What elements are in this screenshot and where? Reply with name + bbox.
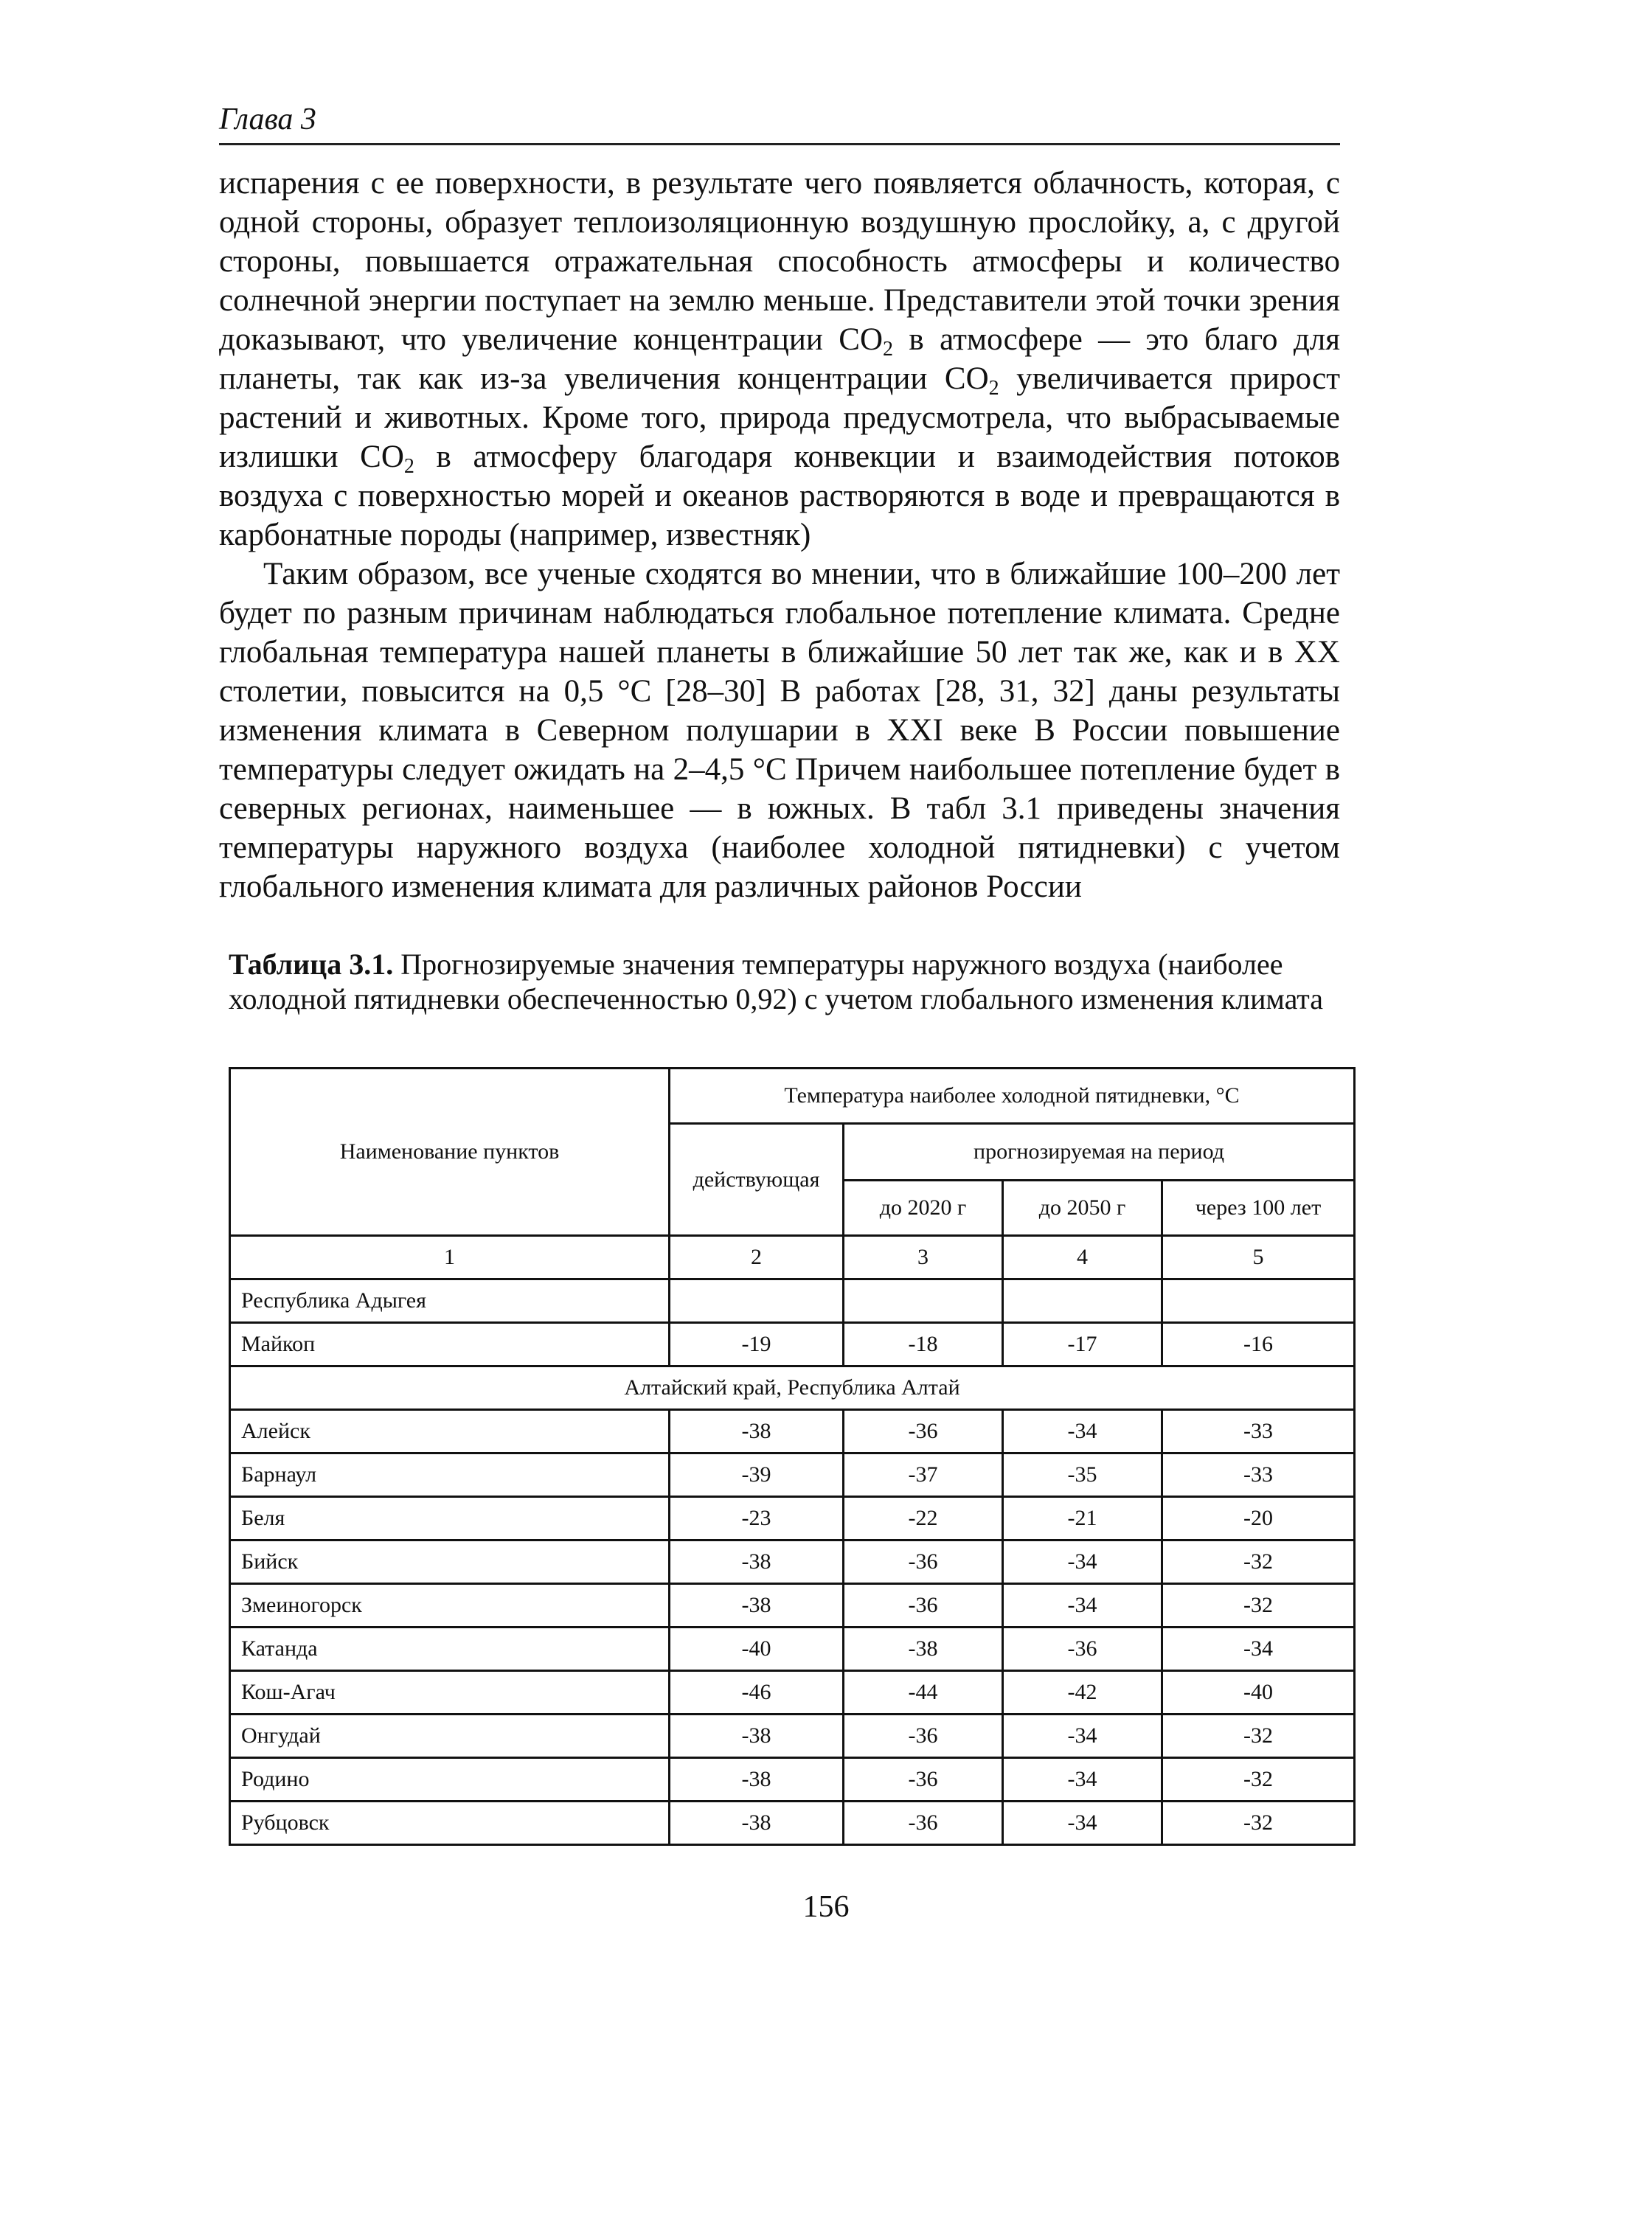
region-row-adygea bbox=[230, 1279, 1355, 1323]
paragraph-1-part-2: в атмосфере — это благо для планеты, так как из-за увеличения концентрации СО bbox=[219, 322, 1340, 396]
temp-2020: -36 bbox=[844, 1758, 1003, 1802]
city-name: Беля bbox=[230, 1497, 670, 1540]
empty-cell bbox=[1162, 1279, 1355, 1323]
table-row bbox=[230, 1410, 1355, 1453]
running-header bbox=[219, 102, 1340, 145]
temp-current: -38 bbox=[670, 1410, 844, 1453]
city-name: Катанда bbox=[230, 1628, 670, 1671]
city-name: Алейск bbox=[230, 1410, 670, 1453]
region-name: Алтайский край, Республика Алтай bbox=[230, 1366, 1355, 1410]
temp-2050: -42 bbox=[1003, 1671, 1162, 1715]
temp-2050: -34 bbox=[1003, 1715, 1162, 1758]
empty-cell bbox=[670, 1279, 844, 1323]
page-number: 156 bbox=[802, 1890, 850, 1924]
column-number-row bbox=[230, 1236, 1355, 1279]
temp-100-years: -32 bbox=[1162, 1715, 1355, 1758]
temp-current: -40 bbox=[670, 1628, 844, 1671]
temp-100-years: -34 bbox=[1162, 1628, 1355, 1671]
header-forecast-2020: до 2020 г bbox=[844, 1181, 1003, 1236]
temp-2020: -22 bbox=[844, 1497, 1003, 1540]
temp-current: -19 bbox=[670, 1323, 844, 1366]
temp-2050: -34 bbox=[1003, 1410, 1162, 1453]
table-row bbox=[230, 1715, 1355, 1758]
column-number: 3 bbox=[844, 1236, 1003, 1279]
paragraph-2: Таким образом, все ученые сходятся во мнении, что в ближайшие 100–200 лет будет по разным причинам наблюдаться глобальное потепление климата. Средне глобальная температура нашей планеты в ближайшие 50 лет так же, как и в XX столетии, повысится на 0,5 °С [28–30] В работах [28, 31, 32] даны результаты изменения климата в Северном полушарии в XXI веке В России повышение температуры следует ожидать на 2–4,5 °С Причем наибольшее потепление будет в северных регионах, наименьшее — в южных. В табл 3.1 приведены значения температуры наружного воздуха (наиболее холодной пятидневки) с учетом глобального изменения климата для различных районов России bbox=[219, 557, 1340, 904]
city-name: Кош-Агач bbox=[230, 1671, 670, 1715]
city-name: Майкоп bbox=[230, 1323, 670, 1366]
temp-2050: -21 bbox=[1003, 1497, 1162, 1540]
co2-subscript: 2 bbox=[403, 455, 414, 478]
header-forecast-group: прогнозируемая на период bbox=[844, 1124, 1355, 1181]
table-row bbox=[230, 1802, 1355, 1845]
temp-2020: -36 bbox=[844, 1540, 1003, 1584]
empty-cell bbox=[844, 1279, 1003, 1323]
paragraph-1-part-3: увеличивается прирост растений и животных. Кроме того, природа предусмотрела, что выбрасываемые излишки СО bbox=[219, 361, 1340, 474]
temp-2020: -36 bbox=[844, 1715, 1003, 1758]
temp-2020: -36 bbox=[844, 1802, 1003, 1845]
header-name-column: Наименование пунктов bbox=[230, 1069, 670, 1236]
table-caption bbox=[229, 947, 1335, 1016]
temp-100-years: -32 bbox=[1162, 1758, 1355, 1802]
city-name: Рубцовск bbox=[230, 1802, 670, 1845]
city-name: Бийск bbox=[230, 1540, 670, 1584]
header-forecast-2050: до 2050 г bbox=[1003, 1181, 1162, 1236]
co2-subscript: 2 bbox=[883, 338, 894, 361]
temp-100-years: -40 bbox=[1162, 1671, 1355, 1715]
temp-2050: -34 bbox=[1003, 1584, 1162, 1628]
temp-2050: -34 bbox=[1003, 1802, 1162, 1845]
temp-2020: -37 bbox=[844, 1453, 1003, 1497]
region-name: Республика Адыгея bbox=[230, 1279, 670, 1323]
city-name: Родино bbox=[230, 1758, 670, 1802]
table-row bbox=[230, 1453, 1355, 1497]
header-current: действующая bbox=[670, 1124, 844, 1236]
temp-100-years: -33 bbox=[1162, 1410, 1355, 1453]
temp-current: -38 bbox=[670, 1715, 844, 1758]
table-caption-label: Таблица 3.1. bbox=[229, 948, 394, 981]
temp-2050: -17 bbox=[1003, 1323, 1162, 1366]
paragraph-1-part-4: в атмосферу благодаря конвекции и взаимодействия потоков воздуха с поверхностью морей и океанов растворяются в воде и превращаются в карбонатные породы (например, известняк) bbox=[219, 440, 1340, 552]
temp-100-years: -20 bbox=[1162, 1497, 1355, 1540]
header-row-1 bbox=[230, 1069, 1355, 1124]
temp-2020: -44 bbox=[844, 1671, 1003, 1715]
temp-current: -38 bbox=[670, 1758, 844, 1802]
city-name: Онгудай bbox=[230, 1715, 670, 1758]
temp-2020: -36 bbox=[844, 1584, 1003, 1628]
temp-current: -23 bbox=[670, 1497, 844, 1540]
temp-2020: -38 bbox=[844, 1628, 1003, 1671]
paragraph-1-part-1: испарения с ее поверхности, в результате чего появляется облачность, которая, с одной стороны, образует теплоизоляционную воздушную прослойку, а, с другой стороны, повышается отражательная способность атмосферы и количество солнечной энергии поступает на землю меньше. Представители этой точки зрения доказывают, что увеличение концентрации СО bbox=[219, 166, 1340, 357]
table-row bbox=[230, 1323, 1355, 1366]
temperature-table bbox=[229, 1067, 1356, 1846]
temp-100-years: -32 bbox=[1162, 1584, 1355, 1628]
temp-100-years: -32 bbox=[1162, 1540, 1355, 1584]
city-name: Барнаул bbox=[230, 1453, 670, 1497]
temp-2020: -18 bbox=[844, 1323, 1003, 1366]
temp-2050: -36 bbox=[1003, 1628, 1162, 1671]
column-number: 4 bbox=[1003, 1236, 1162, 1279]
header-temp-group: Температура наиболее холодной пятидневки, °С bbox=[670, 1069, 1355, 1124]
column-number: 2 bbox=[670, 1236, 844, 1279]
column-number: 1 bbox=[230, 1236, 670, 1279]
temp-2050: -35 bbox=[1003, 1453, 1162, 1497]
temp-current: -46 bbox=[670, 1671, 844, 1715]
table-row bbox=[230, 1540, 1355, 1584]
temp-2050: -34 bbox=[1003, 1758, 1162, 1802]
temp-current: -38 bbox=[670, 1584, 844, 1628]
temp-100-years: -16 bbox=[1162, 1323, 1355, 1366]
city-name: Змеиногорск bbox=[230, 1584, 670, 1628]
temp-current: -39 bbox=[670, 1453, 844, 1497]
table-caption-text: Прогнозируемые значения температуры наружного воздуха (наиболее холодной пятидневки обеспеченностью 0,92) с учетом глобального изменения климата bbox=[229, 948, 1324, 1015]
table-row bbox=[230, 1628, 1355, 1671]
temp-100-years: -32 bbox=[1162, 1802, 1355, 1845]
temp-2050: -34 bbox=[1003, 1540, 1162, 1584]
table-row bbox=[230, 1758, 1355, 1802]
temp-100-years: -33 bbox=[1162, 1453, 1355, 1497]
paragraph-1 bbox=[219, 164, 1340, 555]
temp-current: -38 bbox=[670, 1802, 844, 1845]
temp-2020: -36 bbox=[844, 1410, 1003, 1453]
column-number: 5 bbox=[1162, 1236, 1355, 1279]
table-row bbox=[230, 1497, 1355, 1540]
table-row bbox=[230, 1584, 1355, 1628]
temp-current: -38 bbox=[670, 1540, 844, 1584]
table-row bbox=[230, 1671, 1355, 1715]
co2-subscript: 2 bbox=[988, 377, 999, 400]
header-forecast-100: через 100 лет bbox=[1162, 1181, 1355, 1236]
region-row-altai bbox=[230, 1366, 1355, 1410]
chapter-title: Глава 3 bbox=[219, 103, 316, 136]
empty-cell bbox=[1003, 1279, 1162, 1323]
